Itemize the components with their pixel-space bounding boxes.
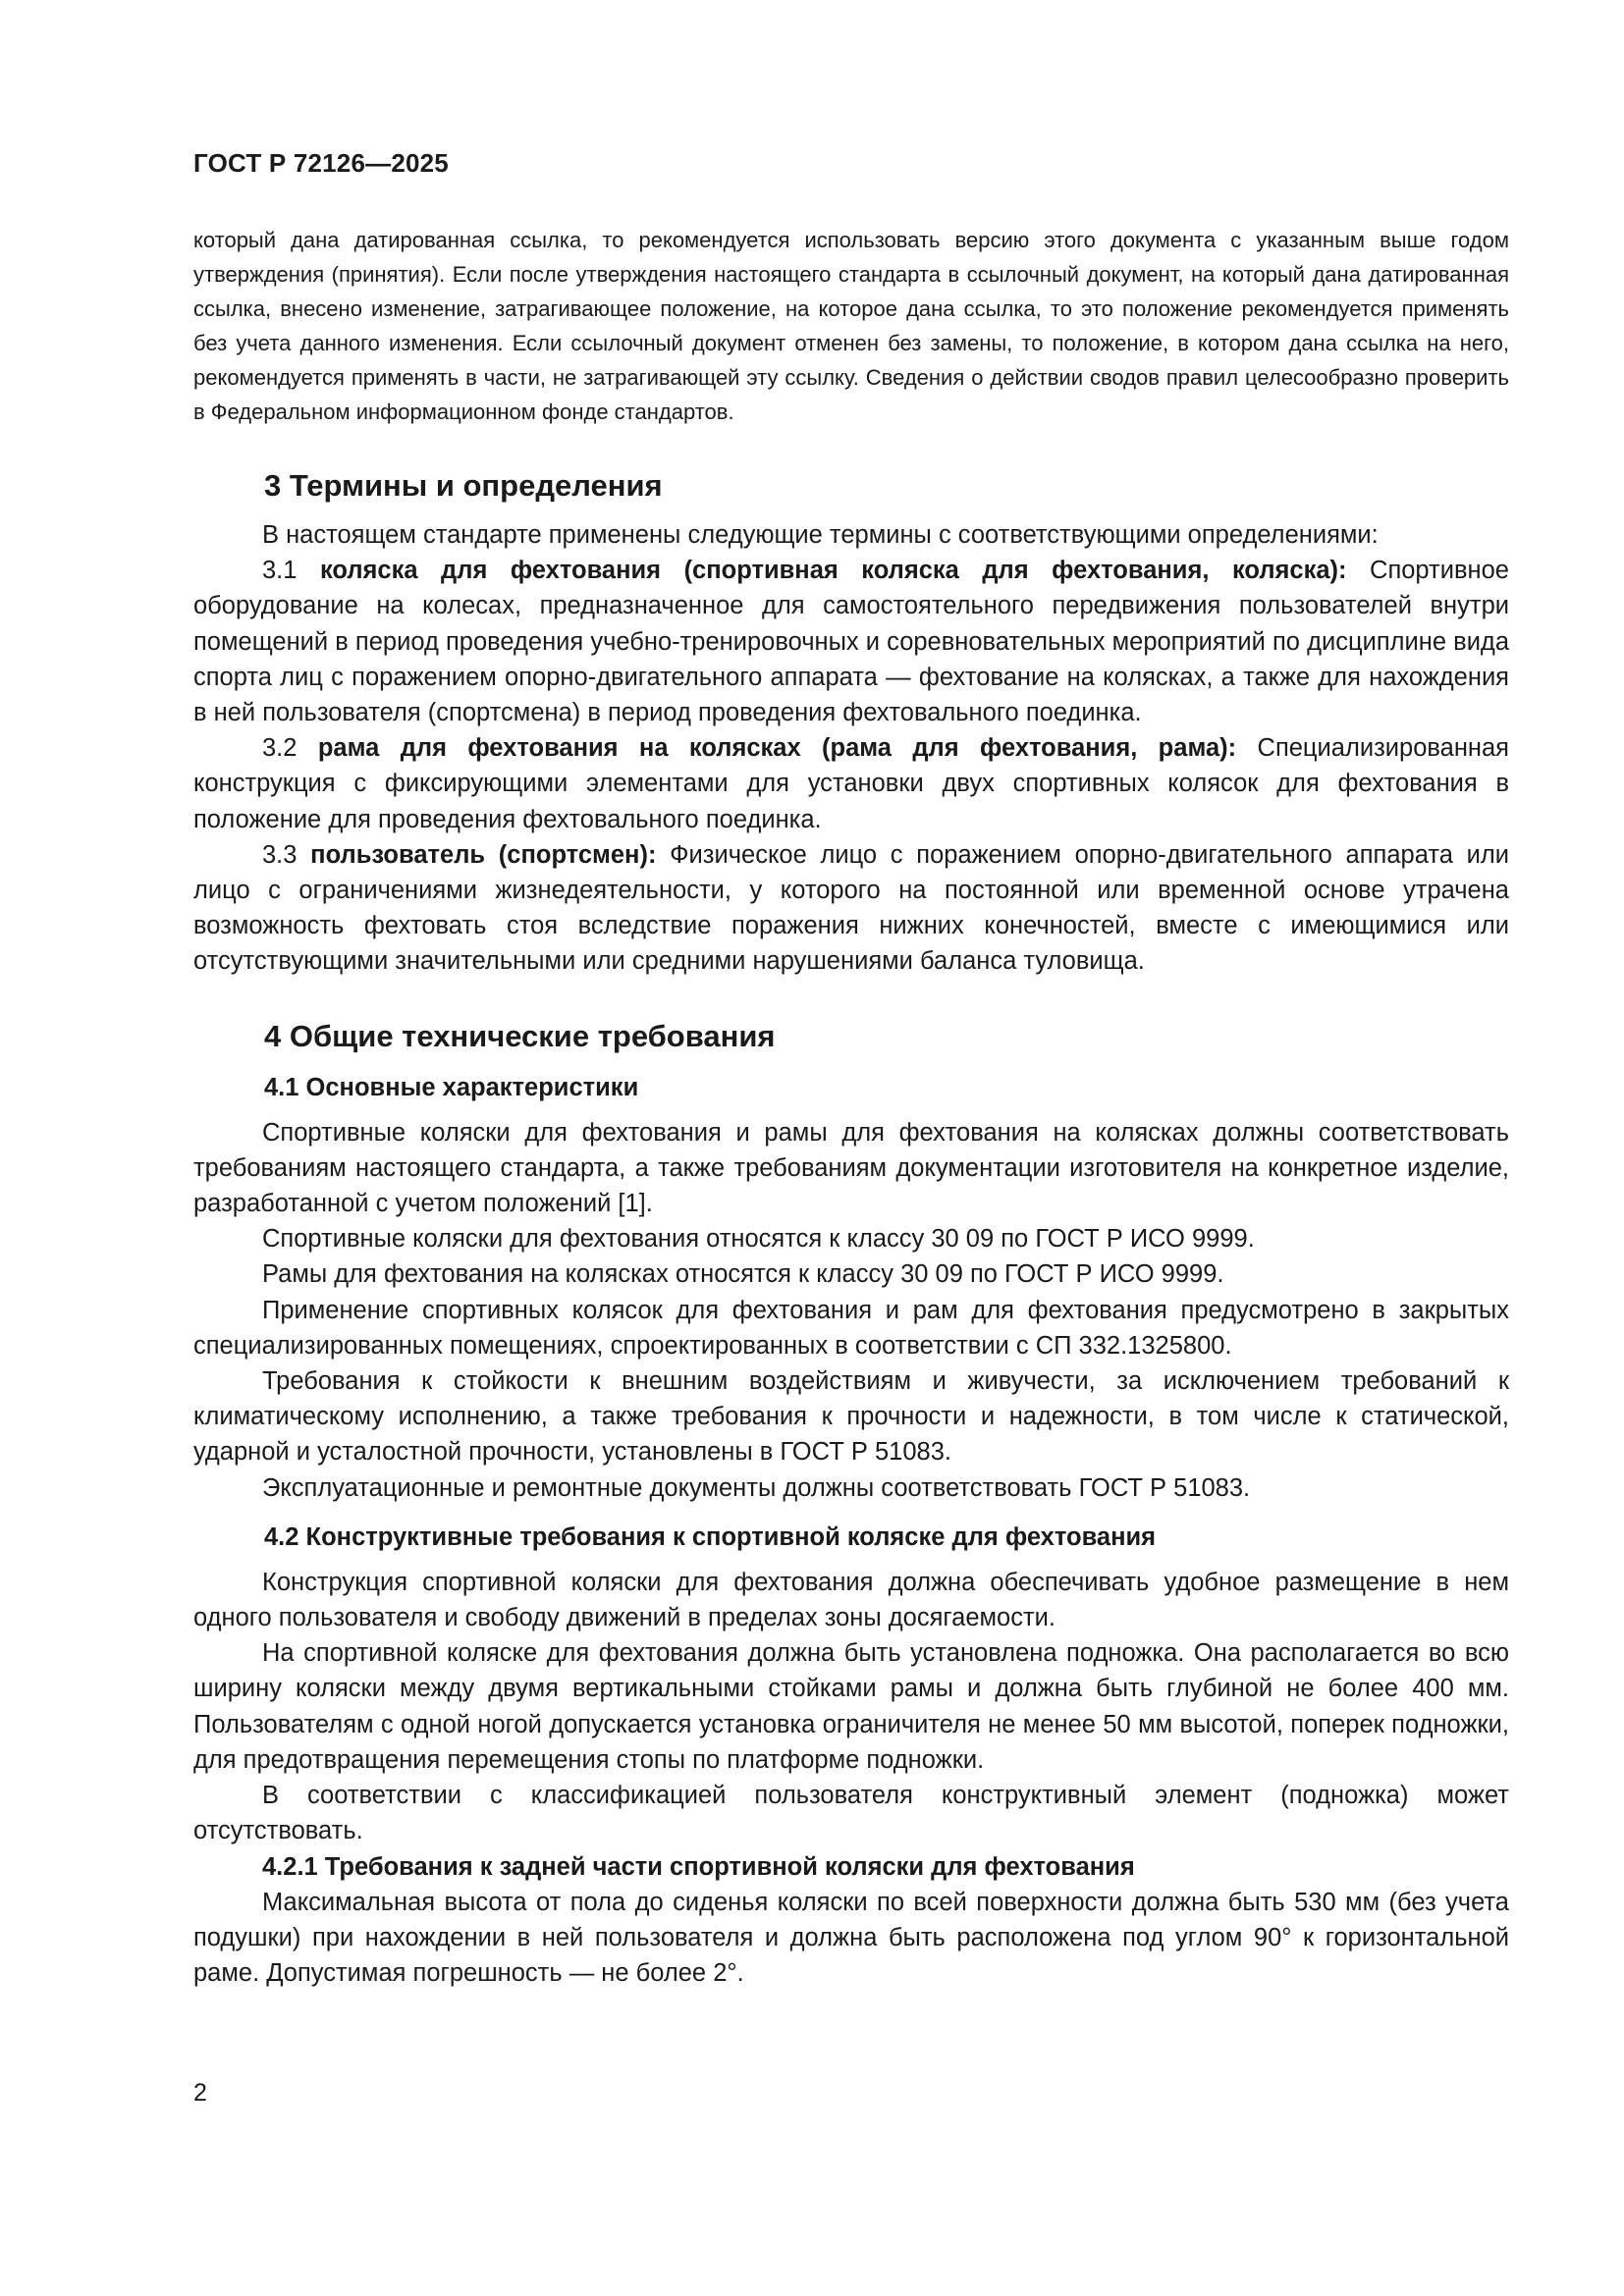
section-3-heading: 3 Термины и определения — [264, 468, 663, 503]
term-number: 3.3 — [262, 840, 298, 869]
document-body — [193, 466, 1509, 1991]
term-definition: Специализированная конструкция с фиксирующими элементами для установки двух спортивных колясок для фехтования в положение для проведения фехтовального поединка. — [193, 734, 1509, 833]
term-name: пользователь (спортсмен): — [310, 840, 657, 869]
term-3-3 — [193, 837, 1509, 980]
term-definition: Спортивное оборудование на колесах, предназначенное для самостоятельного передвижения пользователей внутри помещений в период проведения учебно-тренировочных и соревновательных мероприятий по дисциплине вида спорта лиц с поражением опорно-двигательного аппарата — фехтование на колясках, а также для нахождения в ней пользователя (спортсмена) в период проведения фехтовального поединка. — [193, 557, 1509, 727]
paragraph: Рамы для фехтования на колясках относятся к классу 30 09 по ГОСТ Р ИСО 9999. — [262, 1260, 1224, 1289]
term-name: коляска для фехтования (спортивная коляска для фехтования, коляска): — [319, 557, 1347, 585]
page-number: 2 — [193, 2079, 207, 2107]
paragraph: Применение спортивных колясок для фехтования и рам для фехтования предусмотрено в закрытых специализированных помещениях, спроектированных в соответствии с СП 332.1325800. — [193, 1296, 1509, 1360]
term-3-2 — [193, 730, 1509, 837]
term-3-1 — [193, 553, 1509, 730]
paragraph: Спортивные коляски для фехтования относятся к классу 30 09 по ГОСТ Р ИСО 9999. — [262, 1225, 1255, 1254]
section-3-lead: В настоящем стандарте применены следующие термины с соответствующими определениями: — [262, 521, 1379, 549]
paragraph: Эксплуатационные и ремонтные документы должны соответствовать ГОСТ Р 51083. — [262, 1473, 1251, 1502]
paragraph: Требования к стойкости к внешним воздействиям и живучести, за исключением требований к климатическому исполнению, а также требования к прочности и надежности, в том числе к статической, ударной и усталостной прочности, установлены в ГОСТ Р 51083. — [193, 1367, 1509, 1467]
subsection-4-2-1-heading: 4.2.1 Требования к задней части спортивной коляски для фехтования — [262, 1852, 1135, 1881]
subsection-4-1-heading: 4.1 Основные характеристики — [264, 1073, 639, 1101]
paragraph: Максимальная высота от пола до сиденья коляски по всей поверхности должна быть 530 мм (без учета подушки) при нахождении в ней пользователя и должна быть расположена под углом 90° к горизонтальной раме. Допустимая погрешность — не более 2°. — [193, 1888, 1509, 1987]
document-id-header: ГОСТ Р 72126—2025 — [193, 148, 449, 178]
term-number: 3.2 — [262, 734, 298, 763]
paragraph: На спортивной коляске для фехтования должна быть установлена подножка. Она располагается во всю ширину коляски между двумя вертикальными стойками рамы и должна быть глубиной не более 400 мм. Пользователям с одной ногой допускается установка ограничителя не менее 50 мм высотой, поперек подножки, для предотвращения перемещения стопы по платформе подножки. — [193, 1639, 1509, 1774]
term-definition: Физическое лицо с поражением опорно-двигательного аппарата или лицо с ограничениями жизнедеятельности, у которого на постоянной или временной основе утрачена возможность фехтовать стоя вследствие поражения нижних конечностей, вместе с имеющимися или отсутствующими значительными или средними нарушениями баланса туловища. — [193, 840, 1509, 976]
intro-paragraph: который дана датированная ссылка, то рекомендуется использовать версию этого документа с указанным выше годом утверждения (принятия). Если после утверждения настоящего стандарта в ссылочный документ, на который дана датированная ссылка, внесено изменение, затрагивающее положение, на которое дана ссылка, то это положение рекомендуется применять без учета данного изменения. Если ссылочный документ отменен без замены, то положение, в котором дана ссылка на него, рекомендуется применять в части, не затрагивающей эту ссылку. Сведения о действии сводов правил целесообразно проверить в Федеральном информационном фонде стандартов. — [193, 228, 1509, 424]
term-name: рама для фехтования на колясках (рама для фехтования, рама): — [317, 734, 1237, 763]
subsection-4-2-heading: 4.2 Конструктивные требования к спортивной коляске для фехтования — [264, 1522, 1157, 1551]
term-number: 3.1 — [262, 557, 298, 585]
paragraph: Конструкция спортивной коляски для фехтования должна обеспечивать удобное размещение в нем одного пользователя и свободу движений в пределах зоны досягаемости. — [193, 1568, 1509, 1632]
section-4-heading: 4 Общие технические требования — [264, 1018, 776, 1053]
paragraph: Спортивные коляски для фехтования и рамы для фехтования на колясках должны соответствовать требованиям настоящего стандарта, а также требованиям документации изготовителя на конкретное изделие, разработанной с учетом положений [1]. — [193, 1118, 1509, 1218]
paragraph: В соответствии с классификацией пользователя конструктивный элемент (подножка) может отсутствовать. — [193, 1782, 1509, 1845]
